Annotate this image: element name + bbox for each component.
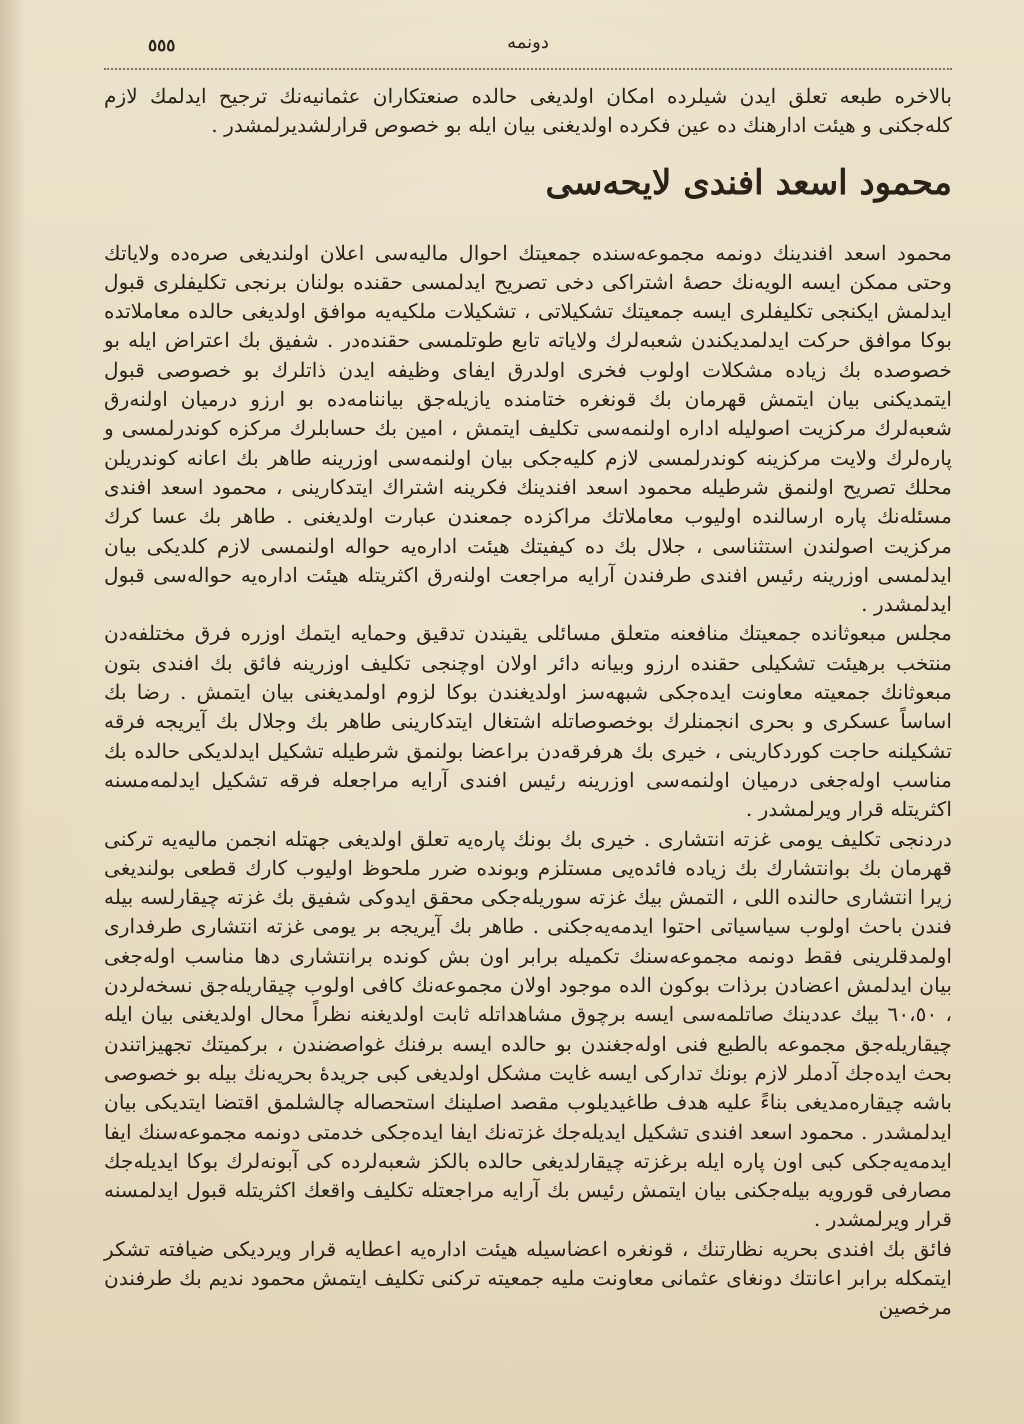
paragraph-4: فائق بك افندی بحریه نظارتنك ، قونغره اعضاسیله هیئت اداره‌یه اعطایه قرار ویردیکی ضیافته تشکر ایتمکله برابر اعانتك دونغای عثمانی معاونت ملیه جمعیته ترکنی تکلیف ایتمش محمود ندیم بك طرفندن مرخصین (104, 1236, 952, 1320)
paragraph-3: دردنجی تکلیف یومی غزته انتشاری . خیری بك بونك پاره‌یه تعلق اولدیغی جهتله انجمن مالیه‌یه ترکنی قهرمان بك بوانتشارك بك زیاده فائده‌یی مستلزم وبونده ضرر ملحوظ اولیوب کارك قطعی بولندیغی زیرا انتشاری حالنده اللی ، التمش بیك غزته سوریله‌جکی محقق ایدوکی شفیق بك غزته چیقارلسه بیله فندن باحث اولوب سیاسیاتی احتوا ایدمه‌یه‌جکنی . طاهر بك آیریجه بر یومی غزته انتشاری طرفداری اولمدقلرینی فقط دونمه مجموعه‌سنك تکمیله برابر اون بش کونده برانتشاری دها مناسب اوله‌جغی بیان ایدلمش اعضادن برذات بوکون الده موجود اولان مجموعه‌نك کافی اولوب چیقاریله‌جق نسخه‌لردن ، ٦٠،٥٠ بیك عددینك صاتلمه‌سی ایسه برچوق مشاهداتله ثابت اولدیغنه نظراً محال اولدیغنی بیان ایله چیقاریله‌جق مجموعه بالطبع فنی اوله‌جغندن بو حالده ایسه برفنك غواصضندن ، برکمیتك تجهیزاتندن بحث ایده‌جك آدملر لازم بونك تدارکی ایسه غایت مشکل اولدیغی کبی جریدهٔ بحریه‌نك بیله بو خصوصی باشه چیقاره‌مدیغی بناءً علیه هدف طاغیدیلوب مقصد اصلینك استحصاله چالشلمق اقتضا ایتدیکی بیان ایدلمشدر . محمود اسعد افندی تشکیل ایدیله‌جك غزته‌نك ایفا ایده‌جکی خدمتی دونمه مجموعه‌سنك ایفا ایدمه‌یه‌جکی کبی اون پاره ایله برغزته چیقارلدیغی حالده بالکز شعبه‌لرده کی آبونه‌لرك بوکا ایدیله‌جك مصارفی قورویه بیله‌جکنی بیان ایتمش رئیس بك آرایه مراجعتله تکلیف واقعك اکثریتله قبول ایدلمسنه قرار ویرلمشدر . (104, 826, 952, 1232)
page-header (104, 30, 952, 66)
header-rule (104, 68, 952, 70)
running-head: دونمه (507, 32, 549, 53)
opening-paragraph: بالاخره طبعه تعلق ایدن شیلرده امکان اولدیغی حالده صنعتکاران عثمانیه‌نك ترجیح ایدلمك لازم کله‌جکنی و هیئت ادارهنك ده عین فکرده اولدیغنی بیان ایله بو خصوص قرارلشدیرلمشدر . (104, 84, 952, 138)
section-title: محمود اسعد افندی لایحه‌سی (545, 162, 952, 203)
page-edge-shadow (0, 0, 26, 1424)
paragraph-1: محمود اسعد افندینك دونمه مجموعه‌سنده جمعیتك احوال مالیه‌سی اعلان اولندیغی صره‌ده ولایاتك وحتی ممکن ایسه الویه‌نك حصهٔ اشتراکی دخی تصریح ایدلمسی حقنده بولنان برنجی تکلیفلری قبول ایدلمش ایکنجی تکلیفلری ایسه جمعیتك تشکیلاتی ، تشکیلات ملکیه‌یه موافق اولدیغی حالده معاملاتده بوکا موافق حرکت ایدلمدیکندن شعبه‌لرك ولایاته تابع طوتلمسی حقنده‌در . شفیق بك اعتراض ایله بو خصوصده بك زیاده مشکلات اولوب فخری اولدرق ایفای وظیفه ایدن ذاتلرك بو خصوصی قبول ایتمدیکنی بیان ایتمش قهرمان بك قونغره ختامنده یازیله‌جق بیاننامه‌ده بو ارزو درمیان اولنه‌رق شعبه‌لرك مرکزیت اصولیله اداره اولنمه‌سی تکلیف ایتمش ، امین بك حسابلرك مرکزه کوندرلمسی و پاره‌لرك ولایت مرکزینه کوندرلمسی لازم کلیه‌جکی بیان اولنمه‌سی اوزرینه طاهر بك اعانه کوندریلن محلك تصریح اولنمق شرطیله محمود اسعد افندینك فکرینه اشتراك ایتدکارینی ، محمود اسعد افندی مسئله‌نك پاره ارسالنده اولیوب معاملاتك مراکزده جمعندن عبارت اولدیغنی . طاهر بك عسا کرك مرکزیت اصولندن استثناسی ، جلال بك ده کیفیتك هیئت اداره‌یه حواله اولنمسی لازم کلدیکی بیان ایدلمسی اوزرینه رئیس افندی طرفندن آرایه مراجعت اولنه‌رق اکثریتله هیئت اداره‌یه حواله‌سی قبول ایدلمشدر . (104, 240, 952, 617)
page-number: ٥٥٥ (148, 36, 176, 56)
paragraph-2: مجلس مبعوثانده جمعیتك منافعنه متعلق مسائلی یقیندن تدقیق وحمایه ایتمك اوزره فرق مختلفه‌دن منتخب برهیئت تشکیلی حقنده ارزو وبیانه دائر اولان اوچنجی تکلیف اوزرینه فائق بك افندی بتون مبعوثانك جمعیته معاونت ایده‌جکی شبهه‌سز اولدیغندن بوکا لزوم اولمدیغنی بیان ایتمش . رضا بك اساساً عسکری و بحری انجمنلرك بوخصوصاتله اشتغال ایتدکارینی طاهر بك وجلال بك آیریجه فرقه تشکیلنه حاجت کوردکارینی ، خیری بك هرفرقه‌دن براعضا بولنمق شرطیله تشکیل ایدلدیکی حالده بك مناسب اوله‌جغی درمیان اولنمه‌سی اوزرینه رئیس افندی آرایه مراجعله فرقه تشکیل ایدلمه‌مسنه اکثریتله قرار ویرلمشدر . (104, 621, 952, 822)
page-body (104, 82, 952, 1323)
